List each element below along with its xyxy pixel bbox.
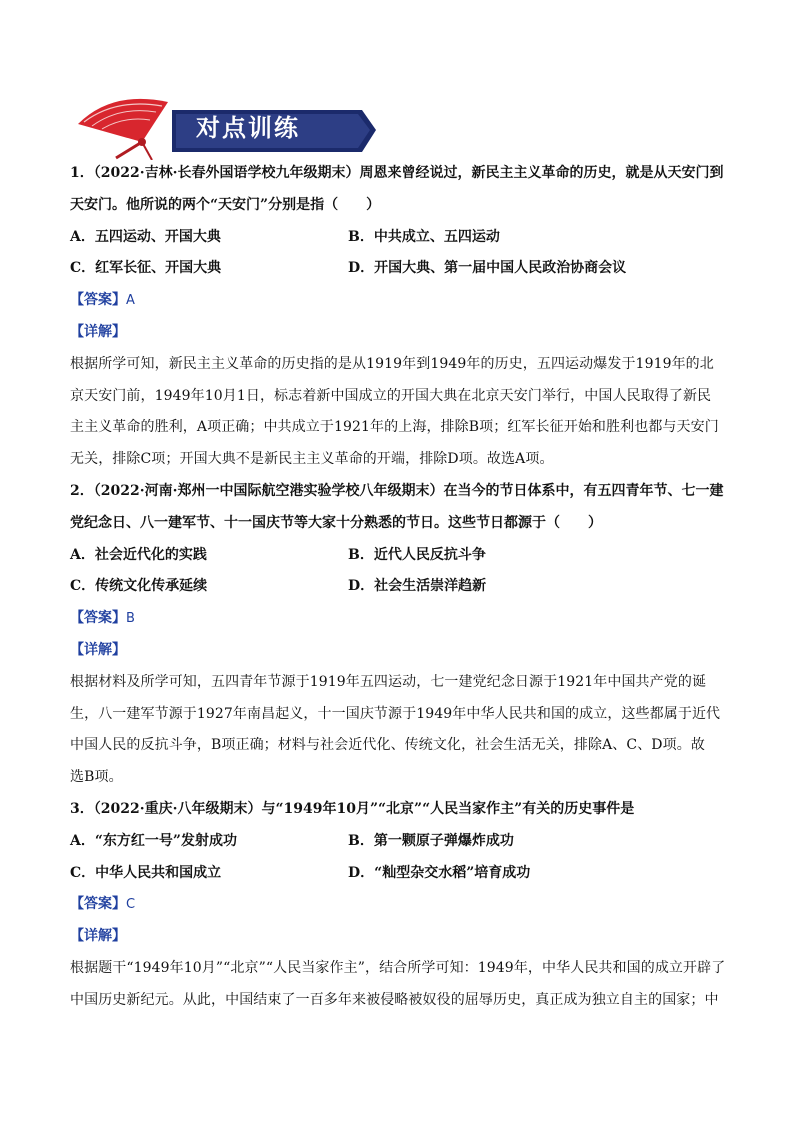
question-stem-line: 党纪念日、八一建军节、十一国庆节等大家十分熟悉的节日。这些节日都源于（ ）: [70, 514, 602, 531]
detail-line: 中国历史新纪元。从此，中国结束了一百多年来被侵略被奴役的屈辱历史，真正成为独立自主的国家；中: [70, 991, 719, 1008]
detail-label: 【详解】: [70, 323, 126, 340]
option-d: D．社会生活崇洋趋新: [348, 578, 487, 595]
answer-line: [70, 603, 730, 635]
banner-title: 对点训练: [196, 113, 300, 142]
option-b: B．近代人民反抗斗争: [348, 546, 486, 563]
questions-content: [70, 158, 730, 1017]
option-b: B．中共成立、五四运动: [348, 228, 500, 245]
detail-label: 【详解】: [70, 928, 126, 945]
option-a: A．“东方红一号”发射成功: [70, 832, 237, 849]
option-d: D．“籼型杂交水稻”培育成功: [348, 864, 531, 881]
option-b: B．第一颗原子弹爆炸成功: [348, 832, 514, 849]
option-c: C．红军长征、开国大典: [70, 260, 222, 277]
option-row: [70, 540, 730, 572]
option-row: [70, 222, 730, 254]
option-row: [70, 253, 730, 285]
detail-line: 根据题干“1949年10月”“北京”“人民当家作主”，结合所学可知：1949年，中华人民共和国的成立开辟了: [70, 959, 726, 976]
option-a: A．社会近代化的实践: [70, 546, 207, 563]
section-banner: [72, 96, 382, 160]
answer-line: [70, 889, 730, 921]
option-d: D．开国大典、第一届中国人民政治协商会议: [348, 260, 627, 277]
detail-line: 生，八一建军节源于1927年南昌起义，十一国庆节源于1949年中华人民共和国的成立，这些都属于近代: [70, 705, 721, 722]
answer-line: [70, 285, 730, 317]
option-c: C．传统文化传承延续: [70, 578, 208, 595]
detail-line: 根据材料及所学可知，五四青年节源于1919年五四运动，七一建党纪念日源于1921年中国共产党的诞: [70, 673, 707, 690]
answer-label: 【答案】: [70, 896, 126, 913]
answer-label: 【答案】: [70, 292, 126, 309]
question-stem-line: 1．（2022·吉林·长春外国语学校九年级期末）周恩来曾经说过，新民主主义革命的历史，就是从天安门到: [70, 165, 724, 181]
question-1: [70, 158, 730, 476]
question-stem-line: 3．（2022·重庆·八年级期末）与“1949年10月”“北京”“人民当家作主”有关的历史事件是: [70, 800, 635, 817]
answer-value: C: [126, 897, 136, 913]
answer-value: A: [126, 293, 135, 309]
question-3: [70, 794, 730, 1017]
detail-line: 无关，排除C项；开国大典不是新民主主义革命的开端，排除D项。故选A项。: [70, 451, 554, 468]
question-2: [70, 476, 730, 794]
detail-line: 京天安门前，1949年10月1日，标志着新中国成立的开国大典在北京天安门举行，中国人民取得了新民: [70, 387, 712, 404]
option-c: C．中华人民共和国成立: [70, 864, 222, 881]
detail-label: 【详解】: [70, 641, 126, 658]
option-a: A．五四运动、开国大典: [70, 228, 221, 245]
option-row: [70, 858, 730, 890]
question-stem-line: 天安门。他所说的两个“天安门”分别是指（ ）: [70, 196, 381, 213]
detail-line: 主主义革命的胜利，A项正确；中共成立于1921年的上海，排除B项；红军长征开始和胜利也都与天安门: [70, 419, 719, 436]
option-row: [70, 571, 730, 603]
detail-line: 中国人民的反抗斗争，B项正确；材料与社会近代化、传统文化，社会生活无关，排除A、C、D项。故: [70, 737, 705, 754]
answer-label: 【答案】: [70, 610, 126, 627]
detail-line: 选B项。: [70, 769, 123, 786]
answer-value: B: [126, 611, 135, 627]
detail-line: 根据所学可知，新民主主义革命的历史指的是从1919年到1949年的历史，五四运动爆发于1919年的北: [70, 355, 714, 372]
question-stem-line: 2．（2022·河南·郑州一中国际航空港实验学校八年级期末）在当今的节日体系中，有五四青年节、七一建: [70, 482, 724, 499]
option-row: [70, 826, 730, 858]
